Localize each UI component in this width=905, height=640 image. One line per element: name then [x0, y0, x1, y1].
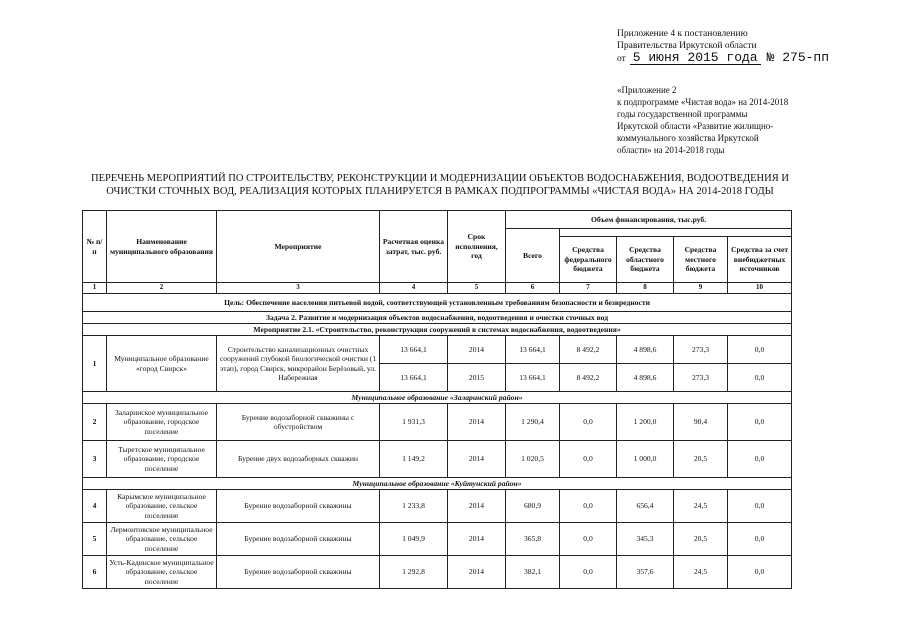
row-no: 5: [83, 523, 107, 556]
row-estimate: 1 292,8: [380, 556, 448, 589]
row-regional: 656,4: [617, 490, 674, 523]
row-estimate: 1 931,3: [380, 404, 448, 441]
row-extra: 0,0: [728, 441, 792, 478]
header-no: № п/п: [83, 211, 107, 283]
decree-number: № 275-пп: [766, 50, 830, 65]
government-line: Правительства Иркутской области: [617, 41, 757, 51]
measures-table: [82, 210, 792, 589]
row-total: 382,1: [506, 556, 560, 589]
row-total: 13 664,1: [506, 364, 560, 392]
row-municipality: Усть-Кадинское муниципальное образование, сельское поселение: [107, 556, 217, 589]
row-federal: 0,0: [560, 441, 617, 478]
row-federal: 0,0: [560, 404, 617, 441]
row-activity: Бурение водозаборной скважины: [217, 556, 380, 589]
row-no: 4: [83, 490, 107, 523]
row-year: 2015: [448, 364, 506, 392]
row-activity: Строительство канализационных очистных сооружений глубокой биологической очистки (1 этап), город Свирск, микрорайон Берёзовый, ул. Набережная: [217, 336, 380, 392]
row-activity: Бурение двух водозаборных скважин: [217, 441, 380, 478]
header-financing-spacer: [560, 229, 792, 237]
row-federal: 0,0: [560, 490, 617, 523]
appendix2-block: [617, 84, 789, 156]
table-row: [83, 441, 792, 478]
row-year: 2014: [448, 336, 506, 364]
header-total: Всего: [506, 229, 560, 283]
col-number: 10: [728, 283, 792, 294]
column-numbers-row: [83, 283, 792, 294]
row-regional: 1 200,0: [617, 404, 674, 441]
decree-header: [617, 28, 857, 65]
row-estimate: 1 233,8: [380, 490, 448, 523]
row-extra: 0,0: [728, 404, 792, 441]
row-extra: 0,0: [728, 556, 792, 589]
row-extra: 0,0: [728, 336, 792, 364]
appendix2-title: «Приложение 2: [617, 85, 677, 95]
col-number: 5: [448, 283, 506, 294]
col-number: 6: [506, 283, 560, 294]
row-local: 20,5: [674, 441, 728, 478]
table-row: [83, 556, 792, 589]
header-financing: Объем финансирования, тыс.руб.: [506, 211, 792, 229]
col-number: 8: [617, 283, 674, 294]
table-row: [83, 336, 792, 364]
header-activity: Мероприятие: [217, 211, 380, 283]
appendix2-text: к подпрограмме «Чистая вода» на 2014-2018 годы государственной программы Иркутской области «Развитие жилищно-коммунального хозяйства Иркутской области» на 2014-2018 годы: [617, 97, 789, 155]
page-title: ПЕРЕЧЕНЬ МЕРОПРИЯТИЙ ПО СТРОИТЕЛЬСТВУ, РЕКОНСТРУКЦИИ И МОДЕРНИЗАЦИИ ОБЪЕКТОВ ВОДОСНАБЖЕНИЯ, ВОДООТВЕДЕНИЯ И ОЧИСТКИ СТОЧНЫХ ВОД, РЕАЛИЗАЦИЯ КОТОРЫХ ПЛАНИРУЕТСЯ В РАМКАХ ПОДПРОГРАММЫ «ЧИСТАЯ ВОДА» НА 2014-2018 ГОДЫ: [91, 173, 789, 197]
header-local: Средства местного бюджета: [674, 237, 728, 283]
row-total: 1 290,4: [506, 404, 560, 441]
row-local: 20,5: [674, 523, 728, 556]
row-estimate: 1 149,2: [380, 441, 448, 478]
row-regional: 345,3: [617, 523, 674, 556]
task-row: Задача 2. Развитие и модернизация объектов водоснабжения, водоотведения и очистки сточных вод: [83, 312, 792, 324]
row-federal: 8 492,2: [560, 336, 617, 364]
row-regional: 4 898,6: [617, 336, 674, 364]
col-number: 3: [217, 283, 380, 294]
row-local: 273,3: [674, 364, 728, 392]
row-no: 6: [83, 556, 107, 589]
row-activity: Бурение водозаборной скважины: [217, 490, 380, 523]
measure-row: Мероприятие 2.1. «Строительство, реконструкция сооружений в системах водоснабжения, водоотведения»: [83, 324, 792, 336]
row-no: 1: [83, 336, 107, 392]
row-extra: 0,0: [728, 523, 792, 556]
row-municipality: Тыретское муниципальное образование, городское поселение: [107, 441, 217, 478]
decree-line: [617, 51, 857, 65]
row-regional: 4 898,6: [617, 364, 674, 392]
row-federal: 8 492,2: [560, 364, 617, 392]
municipality-group-header: Муниципальное образование «Куйтунский район»: [83, 478, 792, 490]
row-municipality: Заларинское муниципальное образование, городское поселение: [107, 404, 217, 441]
header-term: Срок исполнения, год: [448, 211, 506, 283]
row-year: 2014: [448, 556, 506, 589]
row-local: 24,5: [674, 556, 728, 589]
row-regional: 1 000,0: [617, 441, 674, 478]
row-estimate: 1 049,9: [380, 523, 448, 556]
header-extrabudget: Средства за счет внебюджетных источников: [728, 237, 792, 283]
col-number: 4: [380, 283, 448, 294]
table-row: [83, 490, 792, 523]
municipality-group-header: Муниципальное образование «Заларинский район»: [83, 392, 792, 404]
row-no: 3: [83, 441, 107, 478]
col-number: 1: [83, 283, 107, 294]
row-year: 2014: [448, 441, 506, 478]
row-year: 2014: [448, 490, 506, 523]
row-local: 24,5: [674, 490, 728, 523]
table-row: [83, 404, 792, 441]
row-federal: 0,0: [560, 523, 617, 556]
row-extra: 0,0: [728, 364, 792, 392]
row-total: 1 020,5: [506, 441, 560, 478]
row-year: 2014: [448, 404, 506, 441]
row-municipality: Карымское муниципальное образование, сельское поселение: [107, 490, 217, 523]
row-activity: Бурение водозаборной скважины с обустройством: [217, 404, 380, 441]
decree-date: 5 июня 2015 года: [630, 51, 761, 65]
row-total: 13 664,1: [506, 336, 560, 364]
goal-row: Цель: Обеспечение населения питьевой водой, соответствующей установленным требованиям безопасности и безвредности: [83, 294, 792, 312]
col-number: 2: [107, 283, 217, 294]
row-municipality: Муниципальное образование «город Свирск»: [107, 336, 217, 392]
table-row: [83, 523, 792, 556]
col-number: 7: [560, 283, 617, 294]
col-number: 9: [674, 283, 728, 294]
row-local: 90,4: [674, 404, 728, 441]
row-estimate: 13 664,1: [380, 336, 448, 364]
row-activity: Бурение водозаборной скважины: [217, 523, 380, 556]
row-estimate: 13 664,1: [380, 364, 448, 392]
row-regional: 357,6: [617, 556, 674, 589]
header-regional: Средства областного бюджета: [617, 237, 674, 283]
row-federal: 0,0: [560, 556, 617, 589]
row-total: 365,8: [506, 523, 560, 556]
header-estimate: Расчетная оценка затрат, тыс. руб.: [380, 211, 448, 283]
row-local: 273,3: [674, 336, 728, 364]
appendix-line: Приложение 4 к постановлению: [617, 29, 748, 39]
row-year: 2014: [448, 523, 506, 556]
date-prefix: от: [617, 54, 626, 64]
header-municipality: Наименование муниципального образования: [107, 211, 217, 283]
row-municipality: Лермонтовское муниципальное образование, сельское поселение: [107, 523, 217, 556]
row-extra: 0,0: [728, 490, 792, 523]
header-federal: Средства федерального бюджета: [560, 237, 617, 283]
row-no: 2: [83, 404, 107, 441]
row-total: 680,9: [506, 490, 560, 523]
